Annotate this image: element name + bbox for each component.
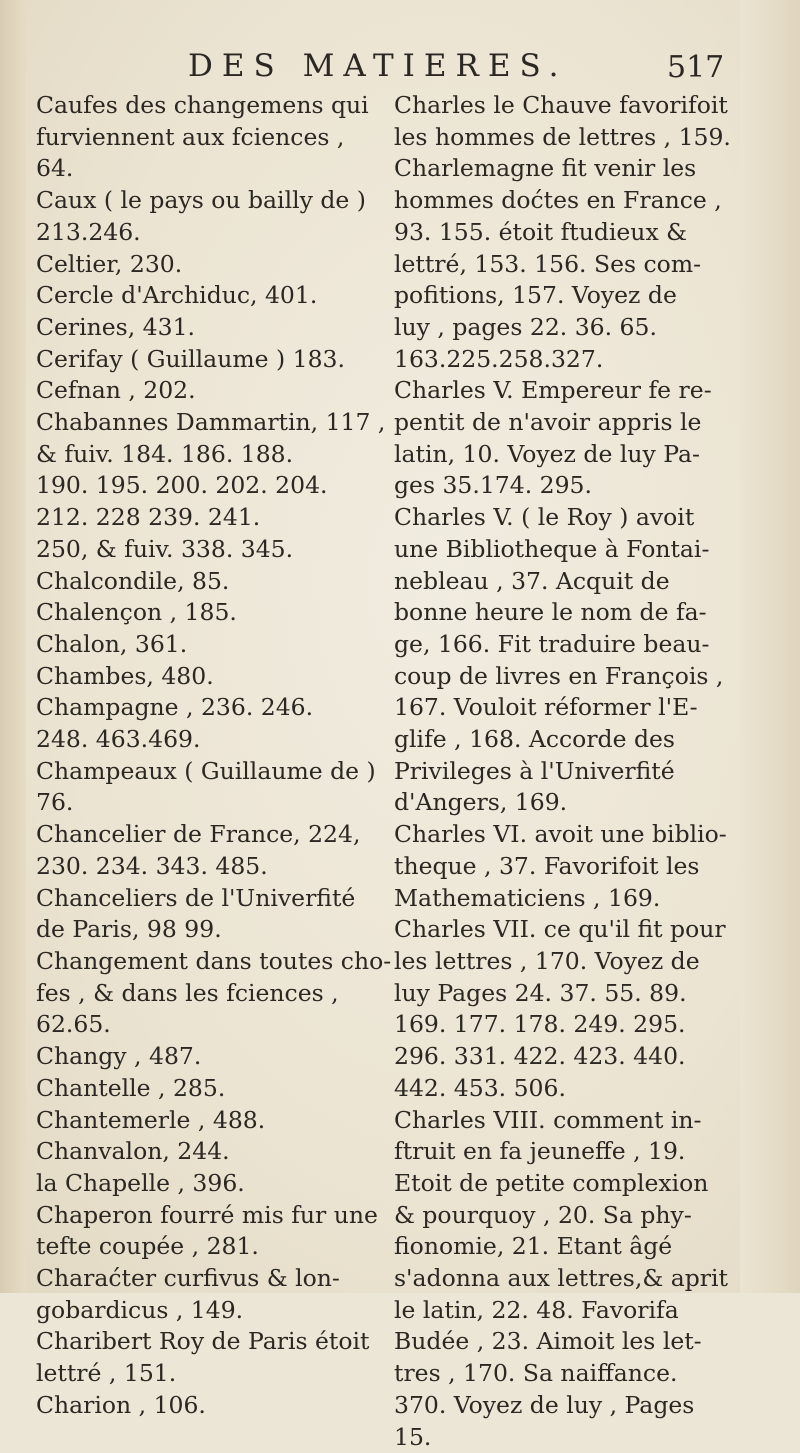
index-entry — [36, 629, 336, 661]
index-entry — [394, 90, 702, 153]
index-entry-line: Champagne , 236. 246. — [62, 692, 336, 724]
index-entry — [36, 375, 336, 407]
index-entry-line: Chalon, 361. — [62, 629, 336, 661]
index-entry — [36, 312, 336, 344]
index-entry-line: Caufes des changemens qui — [62, 90, 336, 122]
index-entry-line: 213.246. — [62, 217, 336, 249]
index-entry-line: Cerifay ( Guillaume ) 183. — [62, 344, 336, 376]
index-entry-line: Chabannes Dammartin, 117 , — [62, 407, 336, 439]
index-entry-line: la Chapelle , 396. — [62, 1168, 336, 1200]
index-entry-line: theque , 37. Favorifoit les — [406, 851, 702, 883]
index-entry-line: de Paris, 98 99. — [62, 914, 336, 946]
index-entry — [36, 407, 336, 566]
index-entry-line: Changement dans toutes cho- — [62, 946, 336, 978]
index-entry — [394, 914, 702, 1104]
index-entry-line: 230. 234. 343. 485. — [62, 851, 336, 883]
index-entry-line: Chantemerle , 488. — [62, 1105, 336, 1137]
index-entry-line: les lettres , 170. Voyez de — [406, 946, 702, 978]
page-number: 517 — [667, 50, 724, 85]
index-entry-line: Charles V. Empereur fe re- — [406, 375, 702, 407]
left-index-column — [36, 90, 336, 1422]
index-entry-line: Charlemagne fit venir les — [406, 153, 702, 185]
index-entry-line: lettré, 153. 156. Ses com- — [406, 249, 702, 281]
index-entry-line: Changy , 487. — [62, 1041, 336, 1073]
index-entry-line: les hommes de lettres , 159. — [406, 122, 702, 154]
index-entry-line: 167. Vouloit réformer l'E- — [406, 692, 702, 724]
right-index-column — [394, 90, 702, 1453]
running-head: DES MATIERES. — [188, 48, 658, 84]
index-entry-line: fes , & dans les fciences , — [62, 978, 336, 1010]
index-entry-line: Celtier, 230. — [62, 249, 336, 281]
index-entry — [394, 1105, 702, 1453]
index-entry — [36, 819, 336, 882]
index-entry-line: Chaperon fourré mis fur une — [62, 1200, 336, 1232]
index-entry-line: 250, & fuiv. 338. 345. — [62, 534, 336, 566]
index-entry-line: tefte coupée , 281. — [62, 1231, 336, 1263]
index-entry-line: 442. 453. 506. — [406, 1073, 702, 1105]
index-entry-line: fionomie, 21. Etant âgé — [406, 1231, 702, 1263]
index-entry-line: Cefnan , 202. — [62, 375, 336, 407]
index-entry-line: une Bibliotheque à Fontai- — [406, 534, 702, 566]
index-entry-line: 212. 228 239. 241. — [62, 502, 336, 534]
index-entry — [36, 1136, 336, 1168]
index-entry-line: Privileges à l'Univerfité — [406, 756, 702, 788]
index-entry — [394, 502, 702, 819]
index-entry-line: luy , pages 22. 36. 65. — [406, 312, 702, 344]
index-entry-line: ftruit en fa jeuneffe , 19. — [406, 1136, 702, 1168]
index-entry-line: nebleau , 37. Acquit de — [406, 566, 702, 598]
index-entry — [36, 185, 336, 248]
index-entry-line: s'adonna aux lettres,& aprit — [406, 1263, 702, 1295]
index-entry — [36, 566, 336, 598]
page-gutter-edge — [0, 0, 26, 1293]
index-entry — [36, 1263, 336, 1326]
index-entry-line: tres , 170. Sa naiffance. — [406, 1358, 702, 1390]
index-entry — [36, 1041, 336, 1073]
index-entry-line: Charibert Roy de Paris étoit — [62, 1326, 336, 1358]
page-outer-edge — [740, 0, 800, 1293]
index-entry-line: Chanceliers de l'Univerfité — [62, 883, 336, 915]
index-entry — [36, 597, 336, 629]
index-entry-line: Champeaux ( Guillaume de ) — [62, 756, 336, 788]
index-entry-line: Caux ( le pays ou bailly de ) — [62, 185, 336, 217]
index-entry-line: ge, 166. Fit traduire beau- — [406, 629, 702, 661]
index-entry-line: Chalençon , 185. — [62, 597, 336, 629]
index-entry-line: 76. — [62, 787, 336, 819]
index-entry-line: Mathematiciens , 169. — [406, 883, 702, 915]
index-entry-line: 370. Voyez de luy , Pages — [406, 1390, 702, 1422]
index-entry-line: pofitions, 157. Voyez de — [406, 280, 702, 312]
index-entry-line: Chancelier de France, 224, — [62, 819, 336, 851]
index-entry-line: Chanvalon, 244. — [62, 1136, 336, 1168]
index-entry-line: Charles VI. avoit une biblio- — [406, 819, 702, 851]
index-entry-line: 248. 463.469. — [62, 724, 336, 756]
index-entry-line: pentit de n'avoir appris le — [406, 407, 702, 439]
index-entry-line: 296. 331. 422. 423. 440. — [406, 1041, 702, 1073]
index-entry-line: bonne heure le nom de fa- — [406, 597, 702, 629]
index-entry-line: Budée , 23. Aimoit les let- — [406, 1326, 702, 1358]
index-entry-line: Charaćter curfivus & lon- — [62, 1263, 336, 1295]
index-entry-line: lettré , 151. — [62, 1358, 336, 1390]
index-entry-line: 93. 155. étoit ftudieux & — [406, 217, 702, 249]
index-entry-line: & fuiv. 184. 186. 188. — [62, 439, 336, 471]
index-entry — [36, 946, 336, 1041]
index-entry-line: le latin, 22. 48. Favorifa — [406, 1295, 702, 1327]
index-entry-line: Chalcondile, 85. — [62, 566, 336, 598]
index-entry-line: Cerines, 431. — [62, 312, 336, 344]
index-entry — [36, 280, 336, 312]
index-entry-line: furviennent aux fciences , — [62, 122, 336, 154]
index-entry — [36, 1168, 336, 1200]
index-entry — [36, 1326, 336, 1389]
index-entry — [36, 756, 336, 819]
index-entry-line: gobardicus , 149. — [62, 1295, 336, 1327]
index-entry-line: Chambes, 480. — [62, 661, 336, 693]
index-entry-line: 15. — [406, 1422, 702, 1453]
index-entry-line: 190. 195. 200. 202. 204. — [62, 470, 336, 502]
index-entry-line: Cercle d'Archiduc, 401. — [62, 280, 336, 312]
index-entry-line: ges 35.174. 295. — [406, 470, 702, 502]
index-entry-line: Charles V. ( le Roy ) avoit — [406, 502, 702, 534]
index-entry — [36, 883, 336, 946]
index-entry — [394, 819, 702, 914]
index-entry-line: 62.65. — [62, 1009, 336, 1041]
index-entry — [36, 1200, 336, 1263]
index-entry — [36, 1073, 336, 1105]
index-entry — [394, 153, 702, 375]
index-entry — [36, 249, 336, 281]
index-entry-line: latin, 10. Voyez de luy Pa- — [406, 439, 702, 471]
index-entry-line: & pourquoy , 20. Sa phy- — [406, 1200, 702, 1232]
index-entry-line: hommes doćtes en France , — [406, 185, 702, 217]
index-entry-line: Charles le Chauve favorifoit — [406, 90, 702, 122]
index-entry — [394, 375, 702, 502]
index-entry-line: glife , 168. Accorde des — [406, 724, 702, 756]
index-entry-line: Charles VII. ce qu'il fit pour — [406, 914, 702, 946]
index-entry-line: d'Angers, 169. — [406, 787, 702, 819]
index-entry-line: Etoit de petite complexion — [406, 1168, 702, 1200]
index-entry-line: Chantelle , 285. — [62, 1073, 336, 1105]
index-entry-line: coup de livres en François , — [406, 661, 702, 693]
index-entry-line: Charion , 106. — [62, 1390, 336, 1422]
index-entry-line: 64. — [62, 153, 336, 185]
index-entry — [36, 90, 336, 185]
index-entry-line: 169. 177. 178. 249. 295. — [406, 1009, 702, 1041]
index-entry — [36, 1390, 336, 1422]
index-entry — [36, 344, 336, 376]
index-entry — [36, 1105, 336, 1137]
index-entry-line: 163.225.258.327. — [406, 344, 702, 376]
index-entry-line: luy Pages 24. 37. 55. 89. — [406, 978, 702, 1010]
index-entry — [36, 692, 336, 755]
index-entry — [36, 661, 336, 693]
index-entry-line: Charles VIII. comment in- — [406, 1105, 702, 1137]
